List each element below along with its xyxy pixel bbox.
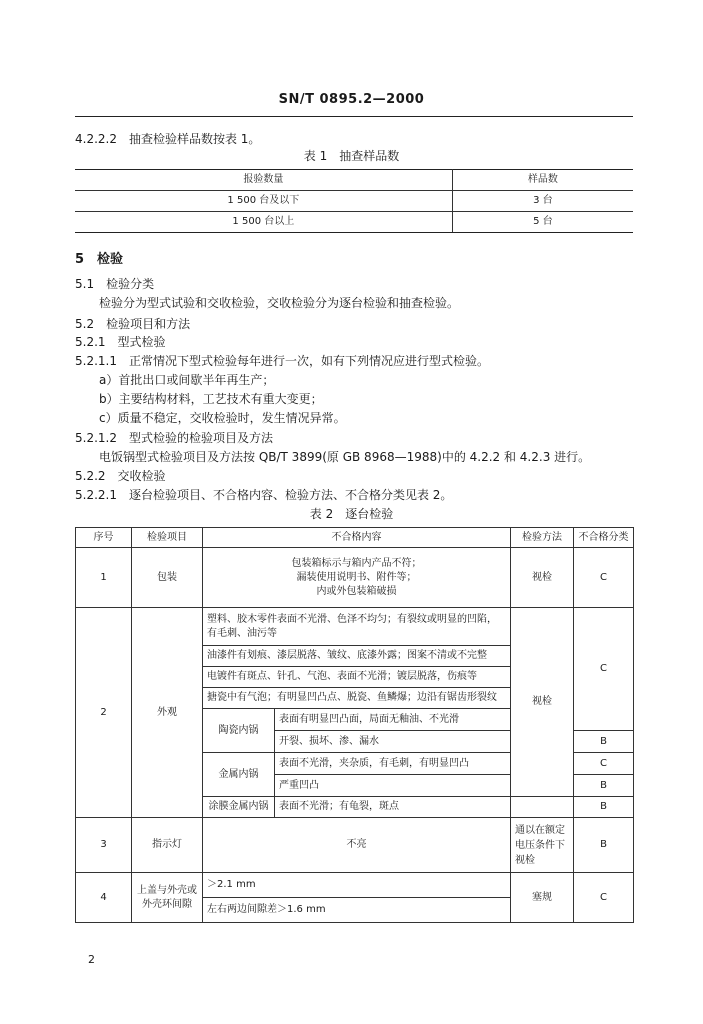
table2-header-item: 检验项目 [132,528,203,548]
table2-header-no: 序号 [76,528,132,548]
table-row [75,212,633,233]
table-row [75,191,633,212]
header-rule [75,116,633,117]
table2-cell: 指示灯 [132,818,203,873]
list-item-a: a）首批出口或间歇半年再生产； [99,373,275,387]
clause-5-2: 5.2 检验项目和方法 [75,317,191,331]
table2-cell: 搪瓷中有气泡；有明显凹凸点、脱瓷、鱼鳞爆；边沿有锯齿形裂纹 [203,688,511,709]
table2-cell: 外观 [132,608,203,818]
table2-cell [511,797,574,818]
table2-header-class: 不合格分类 [574,528,634,548]
table1-caption: 表 1 抽查样品数 [303,149,400,163]
table2-cell: 3 [76,818,132,873]
table2-cell: 视检 [511,548,574,608]
table2-cell: 包装 [132,548,203,608]
table2-cell: 金属内锅 [203,753,275,797]
table2-cell: 上盖与外壳或外壳环间隙 [132,873,203,923]
table2-cell: 1 [76,548,132,608]
clause-5-2-1-1: 5.2.1.1 正常情况下型式检验每年进行一次，如有下列情况应进行型式检验。 [75,354,489,368]
table2-cell: 开裂、损坏、渗、漏水 [275,731,511,753]
table2-text: 包装箱标示与箱内产品不符； [291,557,422,569]
table2 [75,527,634,923]
table2-cell: 塞规 [511,873,574,923]
table2-header-method: 检验方法 [511,528,574,548]
table-row [76,873,634,898]
table1-cell: 1 500 台及以下 [75,191,452,212]
table2-cell: B [574,731,634,753]
table2-cell: 表面有明显凹凸面，局面无釉油、不光滑 [275,709,511,731]
clause-4-2-2-2: 4.2.2.2 抽查检验样品数按表 1。 [75,132,261,146]
table2-cell: 电镀件有斑点、针孔、气泡、表面不光滑；镀层脱落，伤痕等 [203,667,511,688]
table2-cell: 表面不光滑，夹杂质，有毛刺，有明显凹凸 [275,753,511,775]
list-item-b: b）主要结构材料，工艺技术有重大变更； [99,392,323,406]
table-row [75,170,633,191]
clause-5-1-text: 检验分为型式试验和交收检验，交收检验分为逐台检验和抽查检验。 [99,296,460,310]
page-number: 2 [88,953,95,966]
section-5-heading: 5 检验 [75,252,124,267]
table1-header-samples: 样品数 [452,170,633,191]
table2-cell: 严重凹凸 [275,775,511,797]
table-row [76,608,634,646]
table2-text: 漏装使用说明书、附件等； [296,571,417,583]
table2-cell: C [574,753,634,775]
table2-cell: C [574,873,634,923]
table2-cell: C [574,548,634,608]
table1-cell: 5 台 [452,212,633,233]
table2-header-content: 不合格内容 [203,528,511,548]
table2-cell: 不亮 [203,818,511,873]
table1-header-qty: 报验数量 [75,170,452,191]
table2-cell [203,548,511,608]
table2-cell: 表面不光滑；有龟裂，斑点 [275,797,511,818]
table-row [76,528,634,548]
table2-cell: 左右两边间隙差＞1.6 mm [203,898,511,923]
table1-cell: 1 500 台以上 [75,212,452,233]
clause-5-2-1-2-text: 电饭锅型式检验项目及方法按 QB/T 3899(原 GB 8968—1988)中的 4.2.2 和 4.2.3 进行。 [99,450,591,464]
table2-text: 内或外包装箱破损 [316,585,397,597]
table2-cell: 塑料、胶木零件表面不光滑、色泽不均匀；有裂纹或明显的凹陷，有毛刺、油污等 [203,608,511,646]
clause-5-1: 5.1 检验分类 [75,277,155,291]
table2-caption: 表 2 逐台检验 [309,507,394,521]
table2-cell: 4 [76,873,132,923]
clause-5-2-2: 5.2.2 交收检验 [75,469,166,483]
table2-cell: 通以在额定电压条件下视检 [511,818,574,873]
table2-cell: 视检 [511,608,574,797]
table2-cell: 2 [76,608,132,818]
table-row [76,548,634,608]
table2-cell: 涂膜金属内锅 [203,797,275,818]
table2-cell: 油漆件有划痕、漆层脱落、皱纹、底漆外露；图案不清或不完整 [203,646,511,667]
table-row [76,818,634,873]
table2-cell: 陶瓷内锅 [203,709,275,753]
table2-cell: ＞2.1 mm [203,873,511,898]
clause-5-2-2-1: 5.2.2.1 逐台检验项目、不合格内容、检验方法、不合格分类见表 2。 [75,488,453,502]
table1 [75,169,633,233]
table2-cell: C [574,608,634,731]
table1-cell: 3 台 [452,191,633,212]
standard-header: SN/T 0895.2—2000 [278,92,425,107]
table2-cell: B [574,775,634,797]
clause-5-2-1-2: 5.2.1.2 型式检验的检验项目及方法 [75,431,273,445]
table2-cell: B [574,818,634,873]
list-item-c: c）质量不稳定，交收检验时，发生情况异常。 [99,411,346,425]
table2-cell: B [574,797,634,818]
clause-5-2-1: 5.2.1 型式检验 [75,335,166,349]
